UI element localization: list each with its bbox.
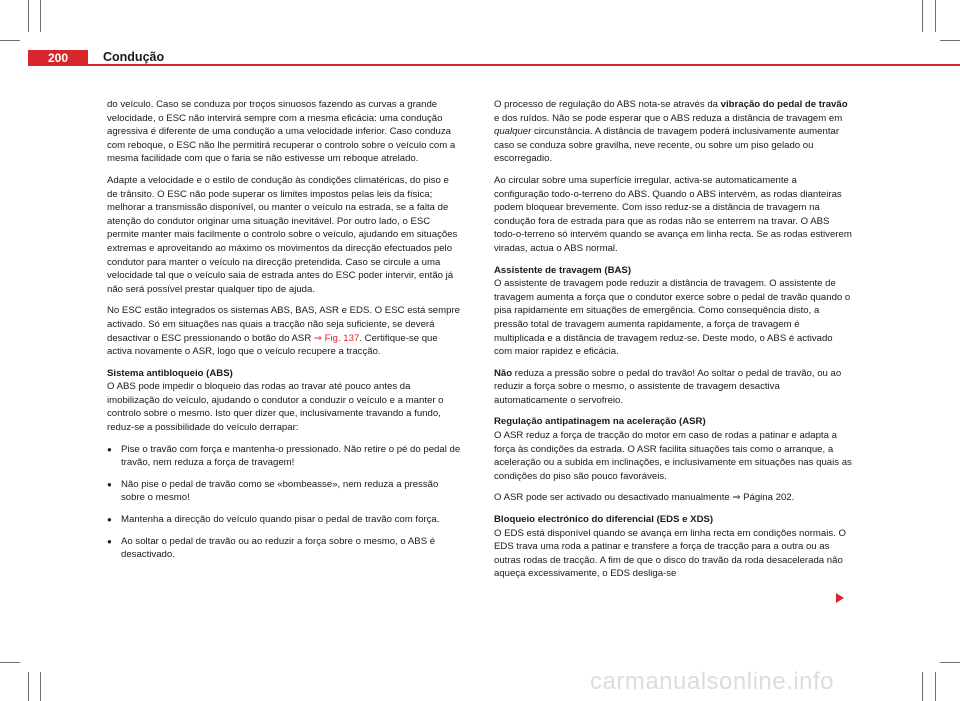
paragraph: Ao circular sobre uma superfície irregular, activa-se automaticamente a configuração todo-o-terreno do ABS. Quando o ABS intervém, as rodas dianteiras podem bloquear brevemente. Com isso reduz-se a distância de travagem na condução fora de estrada para que as rodas não se enterrem na travar. O ABS todo-o-terreno só intervém quando se avança em linha recta. Se as rodas estiverem viradas, actua o ABS normal. (494, 174, 852, 254)
paragraph: O ABS pode impedir o bloqueio das rodas ao travar até pouco antes da imobilização do veículo, ajudando o condutor a conduzir o veículo e a manter o controlo sobre o mesmo. Isto quer dizer que, inclusivamente travando a fundo, reduz-se a possibilidade do veículo derrapar: (107, 381, 444, 434)
list-item: ● Pise o travão com força e mantenha-o pressionado. Não retire o pé do pedal de travão, nem reduza a força de travagem! (107, 443, 461, 469)
heading-abs: Sistema antibloqueio (ABS) (107, 367, 233, 379)
list-item: ● Não pise o pedal de travão como se «bombeasse», nem reduza a pressão sobre o mesmo! (107, 478, 439, 504)
heading-eds: Bloqueio electrónico do diferencial (EDS e XDS) (494, 514, 714, 526)
figure-link[interactable]: ⇒ Fig. 137 (313, 332, 360, 344)
bullet-icon: ● (107, 536, 112, 546)
list-item: ● Ao soltar o pedal de travão ou ao reduzir a força sobre o mesmo, o ABS é desactivado. (107, 535, 436, 561)
heading-asr: Regulação antipatinagem na aceleração (ASR) (494, 416, 706, 428)
paragraph: O processo de regulação do ABS nota-se através da vibração do pedal de travão e dos ruídos. Não se pode esperar que o ABS reduza a distância de travagem em qualquer circunstância. A distância de travagem poderá inclusivamente aumentar caso se conduza sobre gravilha, neve recente, ou sobre um piso gelado ou escorregadio. (494, 99, 848, 165)
crop-mark (940, 40, 960, 41)
continue-arrow-icon (836, 593, 844, 603)
crop-mark (935, 672, 936, 701)
crop-mark (935, 0, 936, 32)
crop-mark (28, 672, 29, 701)
list-item: ● Mantenha a direcção do veículo quando pisar o pedal de travão com força. (107, 514, 440, 526)
crop-mark (40, 0, 41, 32)
bullet-icon: ● (107, 515, 112, 525)
crop-mark (922, 672, 923, 701)
section-title: Condução (103, 50, 165, 64)
paragraph: O ASR pode ser activado ou desactivado manualmente ⇒ Página 202. (494, 492, 795, 504)
crop-mark (922, 0, 923, 32)
paragraph: O EDS está disponível quando se avança em linha recta em condições normais. O EDS trava uma roda a patinar e transfere a força de tracção para a outra ou as outras rodas de tracção. A fim de que o disco do travão da roda desacelerada não aqueça excessivamente, o EDS desliga-se (494, 527, 846, 580)
bullet-icon: ● (107, 479, 112, 489)
paragraph: do veículo. Caso se conduza por troços sinuosos fazendo as curvas a grande velocidade, o ESC não intervirá sempre com a mesma eficácia: uma condução agressiva é diferente de uma condução a uma velocidade inferior. Caso conduza com reboque, o ESC não lhe permitirá recuperar o controlo sobre o veículo com a mesma facilidade com que o faria se não estivesse um reboque atrelado. (107, 99, 456, 165)
header-rule (28, 64, 960, 66)
right-column (494, 98, 852, 589)
left-column (107, 98, 462, 570)
bullet-icon: ● (107, 444, 112, 454)
paragraph: Adapte a velocidade e o estilo de condução às condições climatéricas, do piso e de trânsito. O ESC não pode superar os limites impostos pelas leis da física; melhorar a transmissão disponível, ou manter o veículo na estrada, se a falta de atenção do condutor originar uma situação inevitável. Por outro lado, o ESC permite manter mais facilmente o controlo sobre o veículo, ajudando em situações extremas e aproveitando ao máximo os movimentos da direcção efectuados pelo condutor para manter o veículo na direcção pretendida. Caso se circule a uma velocidade tal que o veículo saia de estrada antes do ESC poder intervir, então já não será possível prestar qualquer tipo de ajuda. (107, 174, 458, 295)
paragraph: O ASR reduz a força de tracção do motor em caso de rodas a patinar e adapta a força às condições da estrada. O ASR facilita situações tais como o arranque, a aceleração ou a subida em inclinações, e inclusivamente em situações nas quais as condições do piso são pouco favoráveis. (494, 430, 852, 482)
page-link[interactable]: ⇒ Página 202 (732, 492, 792, 504)
page-number: 200 (28, 50, 88, 66)
paragraph: O assistente de travagem pode reduzir a distância de travagem. O assistente de travagem aumenta a força que o condutor exerce sobre o pedal de travão quando o pisa rapidamente em situações de emergência. Como consequência disto, a pressão total de travagem aumenta rapidamente, a força de travagem é multiplicada e a distância de travagem reduz-se. Deste modo, o ABS é activado com maior rapidez e eficácia. (494, 278, 851, 358)
crop-mark (0, 40, 20, 41)
crop-mark (28, 0, 29, 32)
crop-mark (40, 672, 41, 701)
paragraph: No ESC estão integrados os sistemas ABS, BAS, ASR e EDS. O ESC está sempre activado. Só em situações nas quais a tracção não seja suficiente, se deverá desactivar o ESC pressionando o botão do ASR ⇒ Fig. 137. Certifique-se que activa novamente o ASR, logo que o veículo recupere a tracção. (107, 305, 460, 358)
heading-bas: Assistente de travagem (BAS) (494, 264, 632, 276)
crop-mark (0, 662, 20, 663)
paragraph: Não reduza a pressão sobre o pedal do travão! Ao soltar o pedal de travão, ou ao reduzir a força sobre o mesmo, o assistente de travagem desactiva automaticamente o servofreio. (494, 367, 842, 406)
crop-mark (940, 662, 960, 663)
watermark: carmanualsonline.info (590, 668, 834, 695)
